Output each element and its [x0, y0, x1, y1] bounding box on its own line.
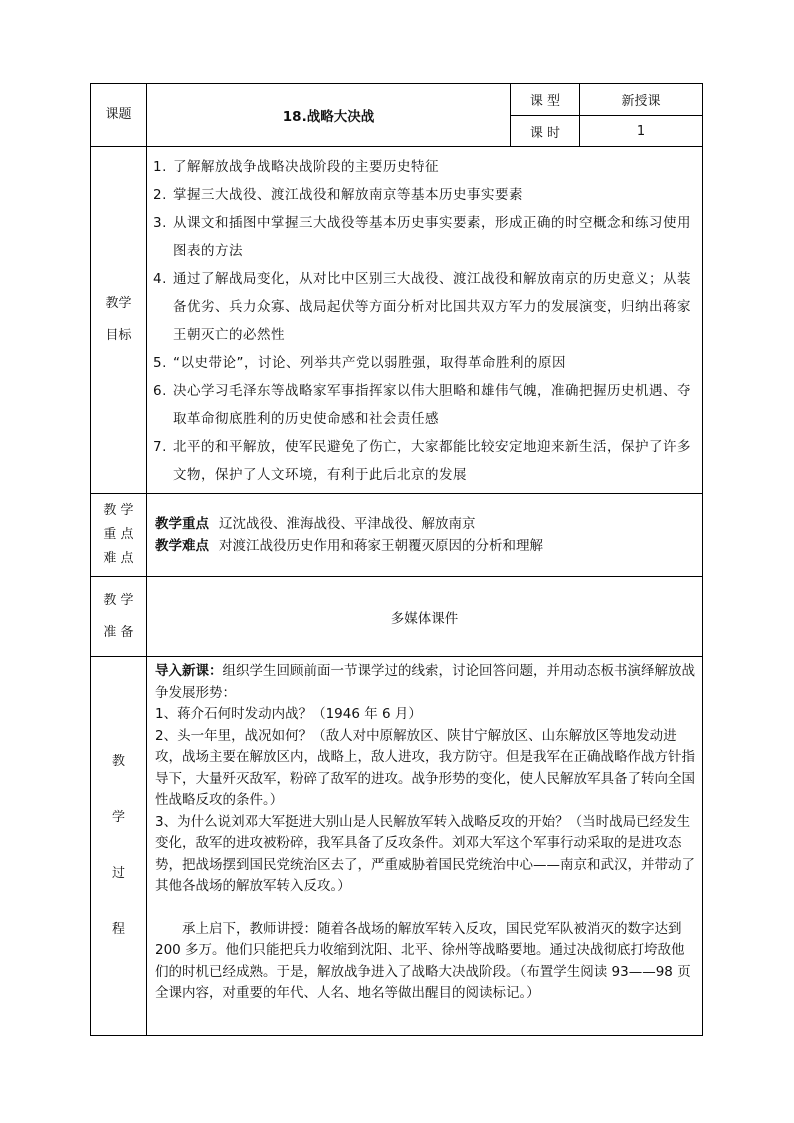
objective-item: 4. 通过了解战局变化，从对比中区别三大战役、渡江战役和解放南京的历史意义；从装备优劣、兵力众寡、战局起伏等方面分析对比国共双方军力的发展演变，归纳出蒋家王朝灭亡的必然性: [153, 271, 691, 343]
process-label: 教 学 过 程: [91, 657, 147, 1036]
type-label: 课 型: [511, 84, 580, 116]
prep-label: 教 学 准 备: [91, 577, 147, 657]
hours-label: 课 时: [511, 116, 580, 147]
prep-content: 多媒体课件: [147, 577, 703, 657]
transition-paragraph: 承上启下，教师讲授：随着各战场的解放军转入反攻，国民党军队被消灭的数字达到 200 多万。他们只能把兵力收缩到沈阳、北平、徐州等战略要地。通过决战彻底打垮敌他们的时机已经成熟。于是，解放战争进入了战略大决战阶段。（布置学生阅读 93——98 页全课内容，对重要的年代、人名、地名等做出醒目的阅读标记。）: [155, 920, 691, 1001]
lesson-title: 18.战略大决战: [147, 84, 511, 147]
objectives-label: 教学 目标: [91, 147, 147, 494]
objective-item: 5. “以史带论”，讨论、列举共产党以弱胜强，取得革命胜利的原因: [153, 355, 566, 371]
focus-content: [147, 494, 703, 577]
objective-item: 1. 了解解放战争战略决战阶段的主要历史特征: [153, 159, 439, 175]
objective-item: 6. 决心学习毛泽东等战略家军事指挥家以伟大胆略和雄伟气魄，准确把握历史机遇、夺取革命彻底胜利的历史使命感和社会责任感: [153, 383, 691, 427]
lesson-plan-table: [90, 83, 703, 1036]
objective-item: 7. 北平的和平解放，使军民避免了伤亡，大家都能比较安定地迎来新生活，保护了许多文物，保护了人文环境，有利于此后北京的发展: [153, 439, 691, 483]
type-value: 新授课: [580, 84, 703, 116]
objective-item: 3. 从课文和插图中掌握三大战役等基本历史事实要素，形成正确的时空概念和练习使用图表的方法: [153, 215, 691, 259]
topic-label: 课题: [91, 84, 147, 147]
focus-label: 教 学 重 点 难 点: [91, 494, 147, 577]
intro: 导入新课：组织学生回顾前面一节课学过的线索，讨论回答问题，并用动态板书演绎解放战争发展形势：: [155, 663, 695, 701]
objectives-list: [147, 147, 703, 494]
key-point: 教学重点 辽沈战役、淮海战役、平津战役、解放南京: [155, 516, 476, 532]
question-3: 3、为什么说刘邓大军挺进大别山是人民解放军转入战略反攻的开始？（当时战局已经发生变化，敌军的进攻被粉碎，我军具备了反攻条件。刘邓大军这个军事行动采取的是进攻态势，把战场摆到国民党统治区去了，严重威胁着国民党统治中心——南京和武汉，并带动了其他各战场的解放军转入反攻。）: [155, 813, 695, 894]
question-1: 1、蒋介石何时发动内战？（1946 年 6 月）: [155, 706, 422, 722]
hours-value: 1: [580, 116, 703, 147]
difficult-point: 教学难点 对渡江战役历史作用和蒋家王朝覆灭原因的分析和理解: [155, 538, 543, 554]
process-content: [147, 657, 703, 1036]
question-2: 2、头一年里，战况如何？（敌人对中原解放区、陕甘宁解放区、山东解放区等地发动进攻，战场主要在解放区内，战略上，敌人进攻，我方防守。但是我军在正确战略作战方针指导下，大量歼灭敌军，粉碎了敌军的进攻。战争形势的变化，使人民解放军具备了转向全国性战略反攻的条件。）: [155, 727, 695, 808]
objective-item: 2. 掌握三大战役、渡江战役和解放南京等基本历史事实要素: [153, 187, 523, 203]
